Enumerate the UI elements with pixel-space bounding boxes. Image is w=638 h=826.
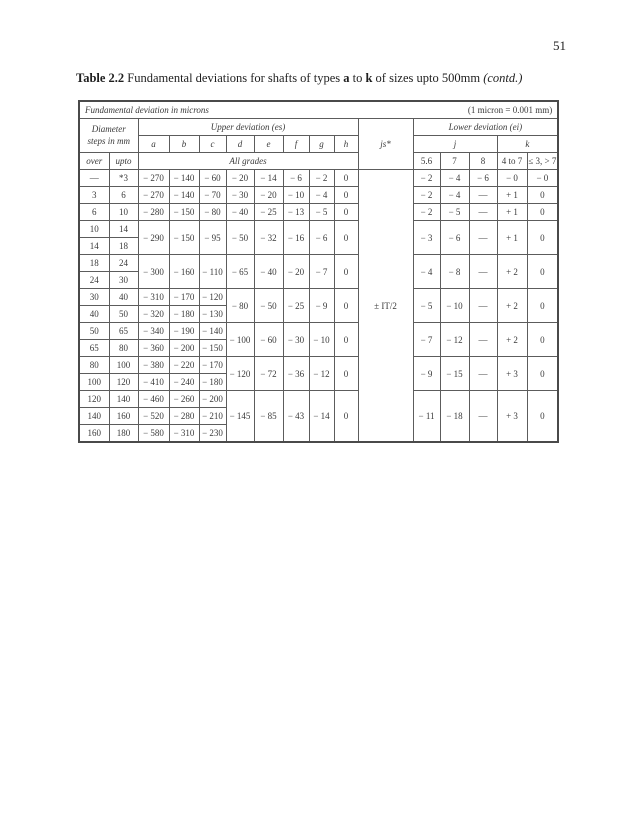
table-cell: − 180 [169, 306, 199, 323]
table-cell: 0 [334, 221, 358, 255]
table-cell: 40 [79, 306, 109, 323]
table-cell: 14 [109, 221, 138, 238]
table-cell: — [469, 323, 497, 357]
table-cell: − 80 [199, 204, 226, 221]
table-cell: − 9 [309, 289, 334, 323]
table-cell: − 260 [169, 391, 199, 408]
table-cell: 140 [109, 391, 138, 408]
column-letter-e: e [254, 136, 283, 153]
table-caption: Fundamental deviation in microns [85, 105, 209, 115]
table-cell: − 120 [199, 289, 226, 306]
table-cell: − 7 [309, 255, 334, 289]
table-cell: − 95 [199, 221, 226, 255]
table-cell: − 290 [138, 221, 169, 255]
grade-col-5-6: 5.6 [413, 153, 440, 170]
js-deviation-cell: ± IT/2 [358, 170, 413, 443]
table-cell: 0 [527, 323, 558, 357]
table-cell: − 580 [138, 425, 169, 443]
table-cell: − 520 [138, 408, 169, 425]
table-cell: − 170 [199, 357, 226, 374]
table-cell: 0 [334, 391, 358, 443]
table-cell: 10 [79, 221, 109, 238]
title-segment: Fundamental deviations for shafts of types [127, 71, 344, 85]
table-cell: − 30 [283, 323, 309, 357]
table-cell: − 2 [413, 170, 440, 187]
table-cell: − 6 [469, 170, 497, 187]
table-cell: + 3 [497, 391, 527, 443]
table-cell: − 130 [199, 306, 226, 323]
table-cell: 0 [527, 391, 558, 443]
table-cell: − 300 [138, 255, 169, 289]
table-cell: + 1 [497, 187, 527, 204]
grade-col-8: 8 [469, 153, 497, 170]
table-cell: 10 [109, 204, 138, 221]
table-cell: − 380 [138, 357, 169, 374]
table-cell: + 2 [497, 255, 527, 289]
table-cell: − 20 [254, 187, 283, 204]
table-cell: 30 [79, 289, 109, 306]
table-cell: 0 [334, 204, 358, 221]
table-cell: − 36 [283, 357, 309, 391]
table-cell: − 65 [226, 255, 254, 289]
table-cell: 80 [79, 357, 109, 374]
k-group-label: k [497, 136, 558, 153]
table-cell: − 70 [199, 187, 226, 204]
table-cell: — [469, 357, 497, 391]
table-cell: 65 [109, 323, 138, 340]
caption-row [79, 101, 558, 119]
table-cell: 6 [109, 187, 138, 204]
column-letter-f: f [283, 136, 309, 153]
table-cell: − 32 [254, 221, 283, 255]
table-cell: − 0 [527, 170, 558, 187]
table-cell: − 2 [309, 170, 334, 187]
table-cell: 160 [79, 425, 109, 443]
table-cell: 160 [109, 408, 138, 425]
table-cell: − 280 [169, 408, 199, 425]
table-row [79, 255, 558, 272]
caption-cell [79, 101, 558, 119]
table-cell: − 320 [138, 306, 169, 323]
table-cell: − 310 [138, 289, 169, 306]
table-cell: − 410 [138, 374, 169, 391]
table-cell: 0 [334, 289, 358, 323]
table-cell: − 10 [309, 323, 334, 357]
unit-note: (1 micron = 0.001 mm) [467, 105, 553, 115]
column-letter-b: b [169, 136, 199, 153]
table-cell: — [469, 187, 497, 204]
table-cell: + 2 [497, 323, 527, 357]
table-cell: − 360 [138, 340, 169, 357]
table-cell: − 12 [309, 357, 334, 391]
table-row [79, 204, 558, 221]
table-row [79, 170, 558, 187]
table-cell: − 6 [283, 170, 309, 187]
title-segment: of sizes upto 500mm [372, 71, 484, 85]
table-title [76, 71, 576, 86]
title-segment: k [365, 71, 373, 85]
table-cell: − 80 [226, 289, 254, 323]
table-cell: 18 [79, 255, 109, 272]
table-cell: − 120 [226, 357, 254, 391]
all-grades-label: All grades [138, 153, 358, 170]
column-letter-h: h [334, 136, 358, 153]
column-letter-a: a [138, 136, 169, 153]
table-cell: 50 [79, 323, 109, 340]
page-number: 51 [553, 38, 566, 53]
table-cell: 3 [79, 187, 109, 204]
table-cell: − 2 [413, 204, 440, 221]
table-cell: − 85 [254, 391, 283, 443]
table-cell: − 50 [254, 289, 283, 323]
j-group-label: j [413, 136, 497, 153]
table-cell: 14 [79, 238, 109, 255]
table-row [79, 357, 558, 374]
table-cell: 80 [109, 340, 138, 357]
table-cell: — [469, 255, 497, 289]
table-cell: − 40 [226, 204, 254, 221]
table-cell: − 200 [169, 340, 199, 357]
table-cell: 65 [79, 340, 109, 357]
table-cell: 140 [79, 408, 109, 425]
table-cell: − 7 [413, 323, 440, 357]
table-cell: — [469, 289, 497, 323]
table-cell: — [469, 391, 497, 443]
table-body [79, 170, 558, 443]
table-row [79, 187, 558, 204]
table-cell: + 1 [497, 221, 527, 255]
table-cell: − 200 [199, 391, 226, 408]
table-cell: − 14 [254, 170, 283, 187]
table-cell: − 25 [254, 204, 283, 221]
table-cell: − 150 [169, 204, 199, 221]
table-cell: − 15 [440, 357, 469, 391]
table-cell: 24 [79, 272, 109, 289]
grade-col-le3-gt7: ≤ 3, > 7 [527, 153, 558, 170]
table-cell: 0 [334, 170, 358, 187]
table-cell: − 30 [226, 187, 254, 204]
table-cell: − 40 [254, 255, 283, 289]
table-cell: − 340 [138, 323, 169, 340]
table-cell: — [79, 170, 109, 187]
title-segment: (contd.) [483, 71, 523, 85]
diameter-header-line1: Diameter [91, 124, 126, 135]
table-cell: − 13 [283, 204, 309, 221]
table-cell: − 240 [169, 374, 199, 391]
over-label: over [79, 153, 109, 170]
table-cell: − 60 [199, 170, 226, 187]
table-cell: − 310 [169, 425, 199, 443]
table-cell: − 220 [169, 357, 199, 374]
table-cell: − 145 [226, 391, 254, 443]
table-cell: − 12 [440, 323, 469, 357]
table-cell: 0 [334, 187, 358, 204]
table-cell: + 3 [497, 357, 527, 391]
table-cell: − 100 [226, 323, 254, 357]
table-cell: 0 [334, 323, 358, 357]
lower-deviation-header: Lower deviation (ei) [413, 119, 558, 136]
table-cell: − 110 [199, 255, 226, 289]
diameter-header-line2: steps in mm [87, 135, 130, 146]
table-cell: − 8 [440, 255, 469, 289]
table-row [79, 289, 558, 306]
table-cell: *3 [109, 170, 138, 187]
upto-label: upto [109, 153, 138, 170]
column-letter-c: c [199, 136, 226, 153]
table-cell: − 25 [283, 289, 309, 323]
table-cell: − 170 [169, 289, 199, 306]
table-cell: − 43 [283, 391, 309, 443]
grade-col-4to7: 4 to 7 [497, 153, 527, 170]
table-cell: 50 [109, 306, 138, 323]
table-cell: 100 [79, 374, 109, 391]
table-cell: − 270 [138, 187, 169, 204]
table-cell: + 2 [497, 289, 527, 323]
table-cell: 30 [109, 272, 138, 289]
table-cell: − 20 [283, 255, 309, 289]
grade-col-7: 7 [440, 153, 469, 170]
table-cell: − 460 [138, 391, 169, 408]
table-cell: − 150 [169, 221, 199, 255]
table-row [79, 391, 558, 408]
table-cell: − 11 [413, 391, 440, 443]
table-cell: − 10 [440, 289, 469, 323]
table-cell: − 10 [283, 187, 309, 204]
table-cell: − 20 [226, 170, 254, 187]
table-cell: 120 [109, 374, 138, 391]
table-cell: − 4 [309, 187, 334, 204]
table-cell: − 5 [413, 289, 440, 323]
table-cell: 6 [79, 204, 109, 221]
table-cell: − 50 [226, 221, 254, 255]
table-cell: 40 [109, 289, 138, 306]
table-cell: − 2 [413, 187, 440, 204]
table-cell: 24 [109, 255, 138, 272]
table-cell: − 4 [413, 255, 440, 289]
table-cell: − 18 [440, 391, 469, 443]
upper-deviation-header: Upper deviation (es) [138, 119, 358, 136]
title-segment: to [349, 71, 366, 85]
table-cell: − 140 [169, 187, 199, 204]
table-cell: 120 [79, 391, 109, 408]
table-cell: 18 [109, 238, 138, 255]
group-header-row [79, 119, 558, 136]
table-cell: − 230 [199, 425, 226, 443]
table-cell: − 72 [254, 357, 283, 391]
table-cell: − 180 [199, 374, 226, 391]
table-cell: − 6 [309, 221, 334, 255]
table-cell: + 1 [497, 204, 527, 221]
table-cell: 0 [527, 221, 558, 255]
table-cell: − 5 [309, 204, 334, 221]
table-row [79, 221, 558, 238]
table-cell: 0 [334, 255, 358, 289]
table-row [79, 323, 558, 340]
table-cell: 0 [527, 255, 558, 289]
table-cell: − 150 [199, 340, 226, 357]
diameter-steps-header [79, 119, 138, 153]
table-cell: − 4 [440, 170, 469, 187]
table-cell: — [469, 221, 497, 255]
table-cell: 0 [527, 289, 558, 323]
column-letter-d: d [226, 136, 254, 153]
subheader-row [79, 153, 558, 170]
table-cell: 100 [109, 357, 138, 374]
table-cell: − 140 [169, 170, 199, 187]
table-cell: 180 [109, 425, 138, 443]
table-cell: — [469, 204, 497, 221]
table-cell: − 280 [138, 204, 169, 221]
table-cell: − 60 [254, 323, 283, 357]
title-segment: Table 2.2 [76, 71, 128, 85]
table-cell: − 4 [440, 187, 469, 204]
table-cell: − 160 [169, 255, 199, 289]
letters-row [79, 136, 558, 153]
table-cell: 0 [334, 357, 358, 391]
column-letter-g: g [309, 136, 334, 153]
table-cell: − 140 [199, 323, 226, 340]
table-cell: 0 [527, 204, 558, 221]
table-cell: − 16 [283, 221, 309, 255]
table-cell: − 5 [440, 204, 469, 221]
fundamental-deviations-table [78, 100, 559, 443]
table-cell: − 3 [413, 221, 440, 255]
table-cell: − 9 [413, 357, 440, 391]
table-cell: 0 [527, 357, 558, 391]
table-cell: − 190 [169, 323, 199, 340]
js-column-header: js* [358, 119, 413, 170]
table-cell: − 210 [199, 408, 226, 425]
table-cell: − 6 [440, 221, 469, 255]
table-cell: − 0 [497, 170, 527, 187]
table-cell: − 270 [138, 170, 169, 187]
table-cell: 0 [527, 187, 558, 204]
table-cell: − 14 [309, 391, 334, 443]
title-segment: a [343, 71, 350, 85]
